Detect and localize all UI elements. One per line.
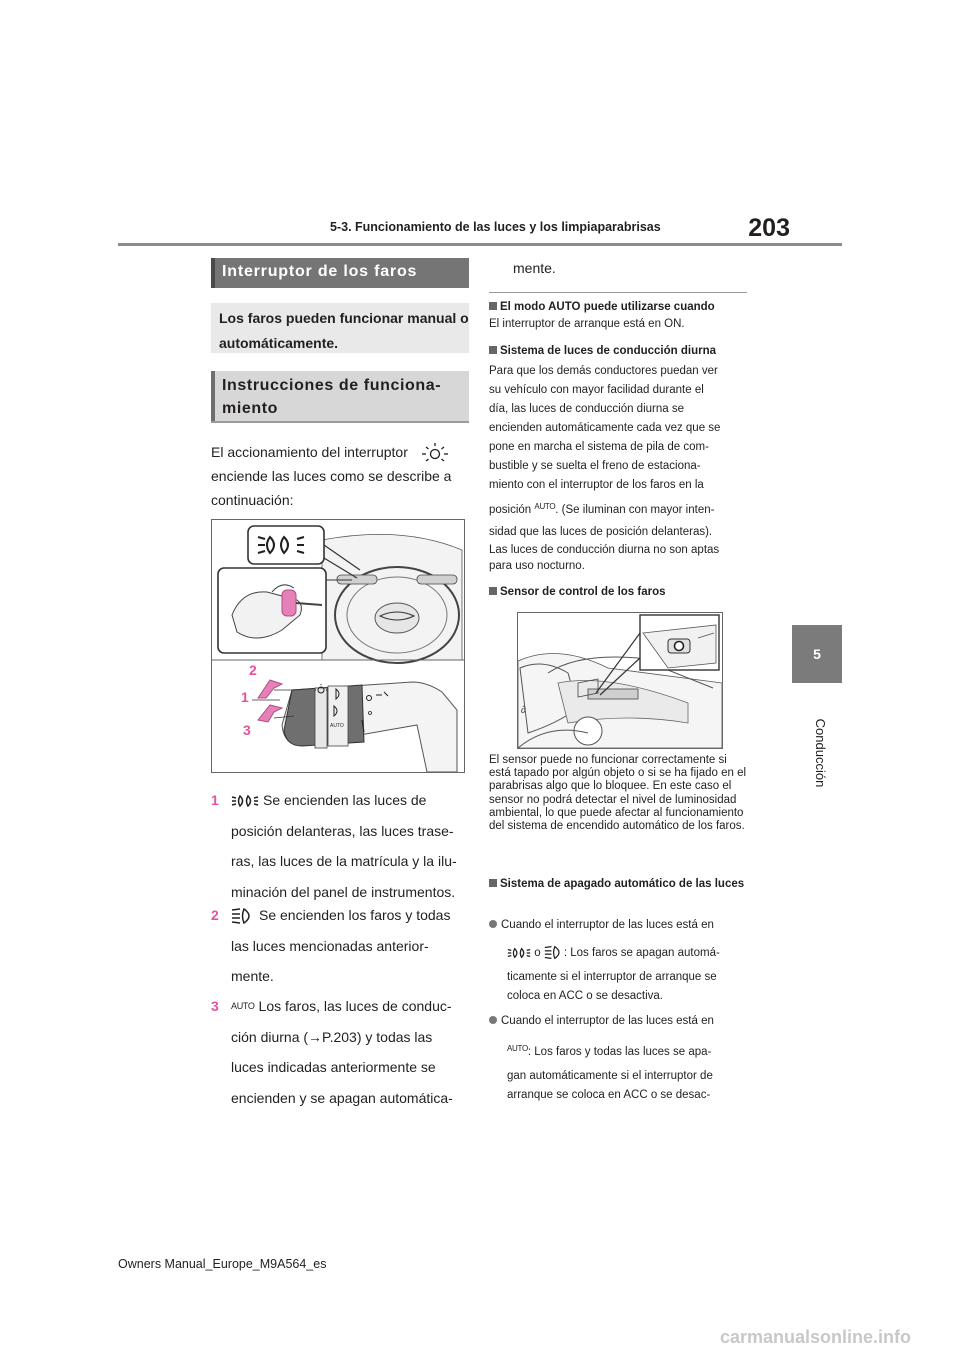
item-number: 2 <box>211 907 219 923</box>
section-title-text: Interruptor de los faros <box>222 263 418 280</box>
auto-mode-title: El modo AUTO puede utilizarse cuando <box>500 301 715 313</box>
drl-position-post: . (Se iluminan con mayor inten- <box>555 504 715 516</box>
drl-title: Sistema de luces de conducción diurna <box>500 345 717 357</box>
drl-line: para uso nocturno. <box>489 560 585 572</box>
auto-mode-heading <box>489 300 747 314</box>
subsection-title-text: Instrucciones de funciona-miento <box>222 377 442 417</box>
drl-position-line <box>489 497 747 520</box>
item-1-line-4: minación del panel de instrumentos. <box>231 883 456 900</box>
round-bullet-icon <box>489 920 497 928</box>
square-bullet-icon <box>489 346 497 354</box>
item-3-line-4: encienden y se apagan automática- <box>231 1089 453 1106</box>
item-number: 1 <box>211 792 219 808</box>
section-lead: Los faros pueden funcionar manual o automáticamente. <box>211 303 469 353</box>
drl-line: día, las luces de conducción diurna se <box>489 403 684 415</box>
page-number: 203 <box>748 214 790 242</box>
item-3-line-2: ción diurna (→P.203) y todas las <box>231 1028 433 1045</box>
auto-mode-text: El interruptor de arranque está en ON. <box>489 318 685 330</box>
drl-position-pre: posición <box>489 504 532 516</box>
subsection-title <box>211 371 469 423</box>
callout-number-2: 2 <box>249 662 257 678</box>
chapter-number: 5 <box>813 646 821 662</box>
headlight-sensor-figure <box>517 612 723 749</box>
intro-line-1: El accionamiento del interruptor <box>211 444 408 460</box>
drl-line: Para que los demás conductores puedan ver <box>489 365 718 377</box>
auto-icon: AUTO <box>534 502 556 511</box>
sensor-heading <box>489 585 747 599</box>
item-3-line-3: luces indicadas anteriormente se <box>231 1059 436 1075</box>
headlight-switch-figure <box>211 519 465 773</box>
drl-line: Las luces de conducción diurna no son aptas <box>489 544 720 556</box>
right-divider <box>489 292 747 294</box>
position-lamps-icon <box>507 946 531 960</box>
svg-text:∂: ∂ <box>521 705 526 716</box>
light-switch-icon <box>418 442 452 464</box>
item-2-line-1: Se encienden los faros y todas <box>259 907 451 923</box>
drl-heading <box>489 344 747 358</box>
headlamps-icon <box>544 945 564 960</box>
round-bullet-icon <box>489 1016 497 1024</box>
auto-off-b2-line-3: gan automáticamente si el interruptor de <box>507 1070 713 1082</box>
square-bullet-icon <box>489 587 497 595</box>
list-item-2 <box>211 903 471 983</box>
auto-off-title: Sistema de apagado automático de las luces <box>500 878 745 890</box>
item-1-line-3: ras, las luces de la matrícula y la ilu- <box>231 853 457 869</box>
drl-text-b <box>489 523 747 574</box>
square-bullet-icon <box>489 879 497 887</box>
auto-off-b2-line-1: Cuando el interruptor de las luces está en <box>501 1015 714 1027</box>
list-item-3 <box>211 994 471 1106</box>
drl-line: su vehículo con mayor facilidad durante el <box>489 384 704 396</box>
item-2-line-2: las luces mencionadas anterior- <box>231 937 429 954</box>
running-title: 5-3. Funcionamiento de las luces y los limpiaparabrisas <box>330 220 661 234</box>
chapter-tab <box>792 625 842 683</box>
callout-number-1: 1 <box>241 689 249 705</box>
auto-off-b2-line-2: : Los faros y todas las luces se apa- <box>527 1046 712 1058</box>
headlight-sensor-illustration <box>518 613 722 748</box>
intro-line-2: enciende las luces como se describe a <box>211 468 452 485</box>
drl-line: sidad que las luces de posición delanteras). <box>489 526 713 538</box>
auto-off-bullet-1 <box>489 916 747 1006</box>
or-text: o <box>534 947 541 959</box>
item-2-line-3: mente. <box>231 968 274 984</box>
sensor-text: El sensor puede no funcionar correctamente si está tapado por algún objeto o si se ha fijado en el parabrisas algo que lo bloquee. En este caso el sensor no podrá detectar el nivel de luminosidad ambiental, lo que puede afectar al funcionamiento del sistema de encendido automático de los faros. <box>489 754 747 833</box>
header-rule <box>118 243 842 246</box>
watermark: carmanualsonline.info <box>720 1327 912 1347</box>
square-bullet-icon <box>489 302 497 310</box>
auto-off-heading <box>489 877 747 891</box>
item-1-line-1: Se encienden las luces de <box>263 792 427 808</box>
auto-off-b2-line-4: arranque se coloca en ACC o se desac- <box>507 1089 711 1101</box>
auto-off-b1-line-4: coloca en ACC o se desactiva. <box>507 990 663 1002</box>
auto-off-b1-line-2: : Los faros se apagan automá- <box>563 947 720 959</box>
drl-line: pone en marcha el sistema de pila de com- <box>489 441 709 453</box>
auto-off-bullet-2 <box>489 1012 747 1105</box>
drl-line: encienden automáticamente cada vez que se <box>489 422 721 434</box>
auto-icon: AUTO <box>231 1001 255 1011</box>
auto-mark: AUTO <box>330 723 344 729</box>
drl-line: bustible y se suelta el freno de estaciona- <box>489 460 701 472</box>
drl-text-a <box>489 362 747 495</box>
item-1-line-2: posición delanteras, las luces trase- <box>231 822 454 839</box>
continuation-text: mente. <box>513 260 556 276</box>
callout-number-3: 3 <box>243 722 251 738</box>
position-lamps-icon <box>231 793 259 809</box>
intro-paragraph <box>211 440 469 512</box>
list-item-1 <box>211 788 471 900</box>
item-number: 3 <box>211 998 219 1014</box>
drl-line: miento con el interruptor de los faros en la <box>489 479 704 491</box>
section-title <box>211 258 469 288</box>
headlight-switch-illustration <box>212 520 464 772</box>
headlamps-icon <box>231 907 255 925</box>
intro-line-3: continuación: <box>211 492 294 509</box>
chapter-label: Conducción <box>813 718 828 788</box>
item-3-line-1: Los faros, las luces de conduc- <box>258 998 452 1014</box>
auto-off-b1-line-1: Cuando el interruptor de las luces está en <box>501 919 714 931</box>
footer-manual-id: Owners Manual_Europe_M9A564_es <box>118 1257 327 1271</box>
auto-icon: AUTO <box>507 1044 528 1053</box>
auto-off-b1-line-3: ticamente si el interruptor de arranque se <box>507 971 717 983</box>
sensor-title: Sensor de control de los faros <box>500 586 666 598</box>
